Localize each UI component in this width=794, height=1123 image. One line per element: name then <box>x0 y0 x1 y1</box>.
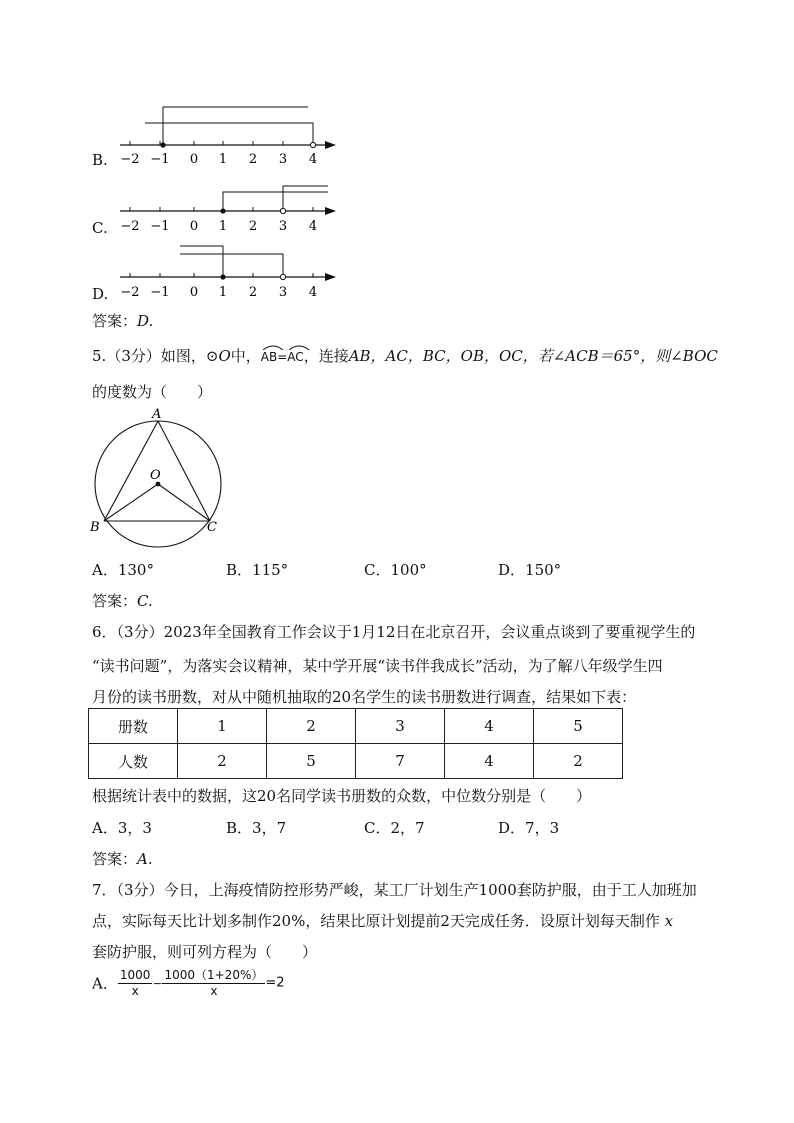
tick-label: 0 <box>189 152 199 167</box>
table-header-cell: 册数 <box>89 709 178 744</box>
point-label-o: O <box>150 468 161 483</box>
table-cell: 4 <box>445 744 534 779</box>
segment-ac <box>158 421 210 521</box>
ray-right-from-1 <box>223 192 328 211</box>
point-label-b: B <box>90 520 100 535</box>
point-label-a: A <box>152 407 162 422</box>
stem-text: 如图， <box>160 347 206 365</box>
table-cell: 2 <box>267 709 356 744</box>
answer-value: C. <box>137 592 153 610</box>
arc-mark <box>261 344 285 350</box>
table-cell: 1 <box>178 709 267 744</box>
tick-label: 1 <box>218 219 228 234</box>
ray-left-to-4 <box>145 123 313 145</box>
segment-ob <box>104 484 158 521</box>
open-point <box>280 208 285 213</box>
option-b[interactable]: B．3，7 <box>226 819 287 837</box>
fraction-1 <box>118 968 153 999</box>
ray-left-to-1 <box>180 246 223 277</box>
table-cell: 4 <box>445 709 534 744</box>
arc-ab <box>261 347 277 367</box>
tick-label: 3 <box>278 152 288 167</box>
tick-label: −2 <box>120 219 140 234</box>
ray-right-from-neg1 <box>163 107 308 145</box>
table-cell: 7 <box>356 744 445 779</box>
denominator: x <box>131 984 139 998</box>
axis-arrow <box>325 141 336 149</box>
variable-x: x <box>664 912 674 930</box>
option-b[interactable]: B．115° <box>226 561 289 579</box>
tick-label: 2 <box>248 219 258 234</box>
q5-circle-figure <box>86 405 226 555</box>
stem-text: ，连接 <box>303 347 349 365</box>
tick-label: 2 <box>248 152 258 167</box>
arc-ac <box>287 347 303 367</box>
q7-stem-line2 <box>92 911 673 931</box>
table-row <box>89 709 623 744</box>
circle-center-letter: O <box>218 347 231 365</box>
answer-prefix: 答案： <box>92 312 138 330</box>
tick-label: −1 <box>150 219 170 234</box>
table-cell: 5 <box>534 709 623 744</box>
question-number: 5. <box>92 347 107 365</box>
tick-label: −1 <box>150 285 170 300</box>
q6-answer <box>92 849 153 869</box>
circle-symbol: ⊙ <box>205 347 219 365</box>
q6-stem-line2: “读书问题”，为落实会议精神，某中学开展“读书伴我成长”活动，为了解八年级学生四 <box>92 657 663 675</box>
answer-value: A. <box>137 850 153 868</box>
point-label-c: C <box>207 520 217 535</box>
tick-label: 2 <box>248 285 258 300</box>
arc-label: AC <box>287 350 304 364</box>
answer-value: D. <box>137 312 154 330</box>
open-point <box>280 274 285 279</box>
q5-stem-line1 <box>92 346 718 367</box>
table-cell: 5 <box>267 744 356 779</box>
q7-stem-line3: 套防护服，则可列方程为（ ） <box>92 943 318 961</box>
stem-text: AB，AC，BC，OB，OC，若∠ACB＝65°，则∠BOC <box>348 347 718 365</box>
axis-arrow <box>325 207 336 215</box>
tick-label: −2 <box>120 285 140 300</box>
axis-arrow <box>325 273 336 281</box>
tick-label: 1 <box>218 152 228 167</box>
tick-label: 0 <box>189 219 199 234</box>
arc-mark <box>287 344 311 350</box>
q5-stem-line2: 的度数为（ ） <box>92 383 213 401</box>
table-cell: 2 <box>534 744 623 779</box>
equals: = <box>277 350 288 364</box>
option-label: A． <box>92 974 118 993</box>
option-label: B. <box>92 151 108 169</box>
denominator: x <box>210 984 218 998</box>
option-c[interactable]: C．100° <box>364 561 427 579</box>
option-label: C. <box>92 219 108 237</box>
numerator: 1000 <box>119 968 151 982</box>
tick-label: 0 <box>189 285 199 300</box>
solid-point <box>220 208 225 213</box>
tick-label: −1 <box>150 152 170 167</box>
tick-label: 4 <box>308 285 318 300</box>
equation-rhs: =2 <box>265 975 285 991</box>
tick-label: 1 <box>218 285 228 300</box>
option-d[interactable]: D．150° <box>498 561 562 579</box>
minus-sign: − <box>152 976 163 991</box>
tick-label: 3 <box>278 219 288 234</box>
segment-oc <box>158 484 210 521</box>
tick-label: 4 <box>308 152 318 167</box>
stem-text: 点，实际每天比计划多制作20%，结果比原计划提前2天完成任务．设原计划每天制作 <box>92 912 660 930</box>
ray-right-from-3 <box>283 186 328 211</box>
number-line-b <box>110 100 350 170</box>
solid-point <box>220 274 225 279</box>
fraction-2 <box>162 968 265 999</box>
option-a[interactable]: A．3，3 <box>92 819 152 837</box>
arc-label: AB <box>260 350 278 364</box>
q4-answer <box>92 311 153 331</box>
number-line-c <box>110 180 350 236</box>
q6-stem-line1: 6．（3分）2023年全国教育工作会议于1月12日在北京召开，会议重点谈到了要重视学生的 <box>92 623 696 641</box>
option-c[interactable]: C．2，7 <box>364 819 425 837</box>
number-line-d <box>110 240 350 302</box>
tick-label: 4 <box>308 219 318 234</box>
stem-text: 中， <box>230 347 261 365</box>
q6-stem-line3: 月份的读书册数，对从中随机抽取的20名学生的读书册数进行调查，结果如下表： <box>92 688 637 706</box>
q7-stem-line1: 7．（3分）今日，上海疫情防控形势严峻，某工厂计划生产1000套防护服，由于工人加班加 <box>92 881 697 899</box>
q6-stem-line4: 根据统计表中的数据，这20名同学读书册数的众数，中位数分别是（ ） <box>92 787 592 805</box>
option-label: D. <box>92 285 109 303</box>
solid-point <box>160 142 165 147</box>
answer-prefix: 答案： <box>92 850 138 868</box>
ray-left-to-3 <box>180 254 283 277</box>
question-score: （3分） <box>106 347 161 365</box>
option-d[interactable]: D．7，3 <box>498 819 560 837</box>
q6-statistics-table <box>88 708 623 779</box>
table-cell: 2 <box>178 744 267 779</box>
option-a[interactable]: A．130° <box>92 561 154 579</box>
answer-prefix: 答案： <box>92 592 138 610</box>
tick-label: 3 <box>278 285 288 300</box>
tick-label: −2 <box>120 152 140 167</box>
q5-answer <box>92 591 153 611</box>
numerator: 1000（1+20%） <box>164 968 264 982</box>
table-cell: 3 <box>356 709 445 744</box>
q7-option-a[interactable] <box>92 968 285 999</box>
table-header-cell: 人数 <box>89 744 178 779</box>
open-point <box>310 142 315 147</box>
table-row <box>89 744 623 779</box>
